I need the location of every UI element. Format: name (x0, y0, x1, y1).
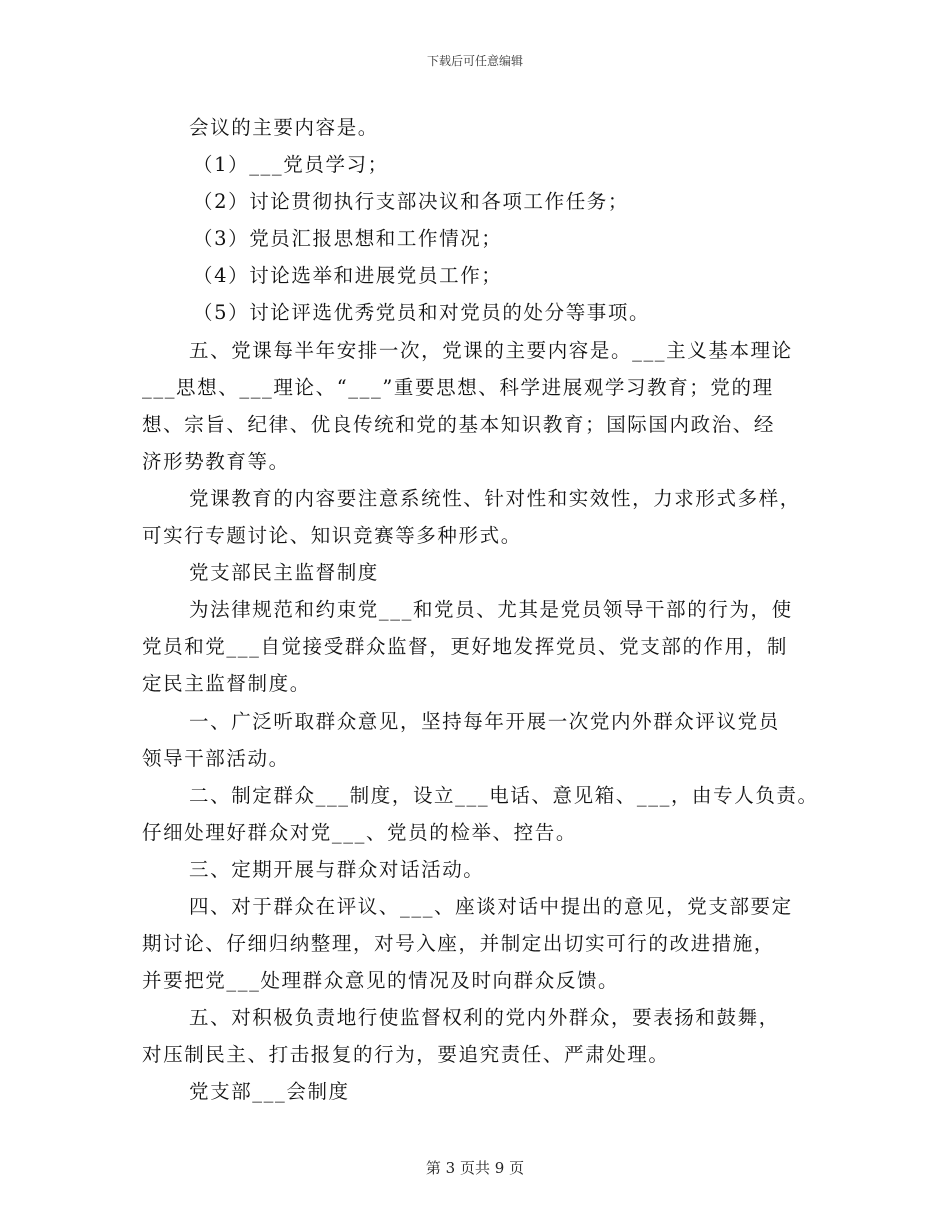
section-title: 党支部___会制度 (189, 1080, 350, 1103)
page-footer: 第 3 页共 9 页 (425, 1159, 525, 1177)
text-line: 党员和党___自觉接受群众监督，更好地发挥党员、党支部的作用，制 (142, 635, 788, 658)
text-line: 三、定期开展与群众对话活动。 (189, 858, 485, 881)
text-line: 期讨论、仔细归纳整理，对号入座，并制定出切实可行的改进措施， (142, 932, 776, 955)
text-line: 领导干部活动。 (142, 747, 290, 770)
text-line: 一、广泛听取群众意见，坚持每年开展一次党内外群众评议党员 (189, 710, 780, 733)
text-line: 会议的主要内容是。 (189, 116, 379, 139)
text-line: 并要把党___处理群众意见的情况及时向群众反馈。 (142, 969, 620, 992)
text-line: 四、对于群众在评议、___、座谈对话中提出的意见，党支部要定 (189, 895, 793, 918)
text-line: 仔细处理好群众对党___、党员的检举、控告。 (142, 821, 577, 844)
text-line: 可实行专题讨论、知识竞赛等多种形式。 (142, 524, 522, 547)
text-line: （1）___党员学习； (193, 153, 389, 176)
page-header: 下载后可任意编辑 (426, 54, 523, 68)
text-line: 想、宗旨、纪律、优良传统和党的基本知识教育；国际国内政治、经 (142, 413, 776, 436)
section-title: 党支部民主监督制度 (189, 561, 379, 584)
text-line: （3）党员汇报思想和工作情况； (193, 227, 503, 250)
text-line: 五、对积极负责地行使监督权利的党内外群众，要表扬和鼓舞， (189, 1006, 780, 1029)
text-line: 党课教育的内容要注意系统性、针对性和实效性，力求形式多样， (189, 487, 801, 510)
text-line: （4）讨论选举和进展党员工作； (193, 264, 503, 287)
text-line: （2）讨论贯彻执行支部决议和各项工作任务； (193, 190, 630, 213)
text-line: 二、制定群众___制度，设立___电话、意见箱、___，由专人负责。 (189, 784, 819, 807)
text-line: （5）讨论评选优秀党员和对党员的处分等事项。 (193, 301, 651, 324)
text-line: 五、党课每半年安排一次，党课的主要内容是。___主义基本理论 (189, 339, 793, 362)
text-line: 定民主监督制度。 (142, 672, 311, 695)
text-line: ___思想、___理论、“___”重要思想、科学进展观学习教育；党的理 (142, 376, 774, 399)
text-line: 对压制民主、打击报复的行为，要追究责任、严肃处理。 (142, 1043, 670, 1066)
text-line: 济形势教育等。 (142, 450, 290, 473)
text-line: 为法律规范和约束党___和党员、尤其是党员领导干部的行为，使 (189, 598, 793, 621)
